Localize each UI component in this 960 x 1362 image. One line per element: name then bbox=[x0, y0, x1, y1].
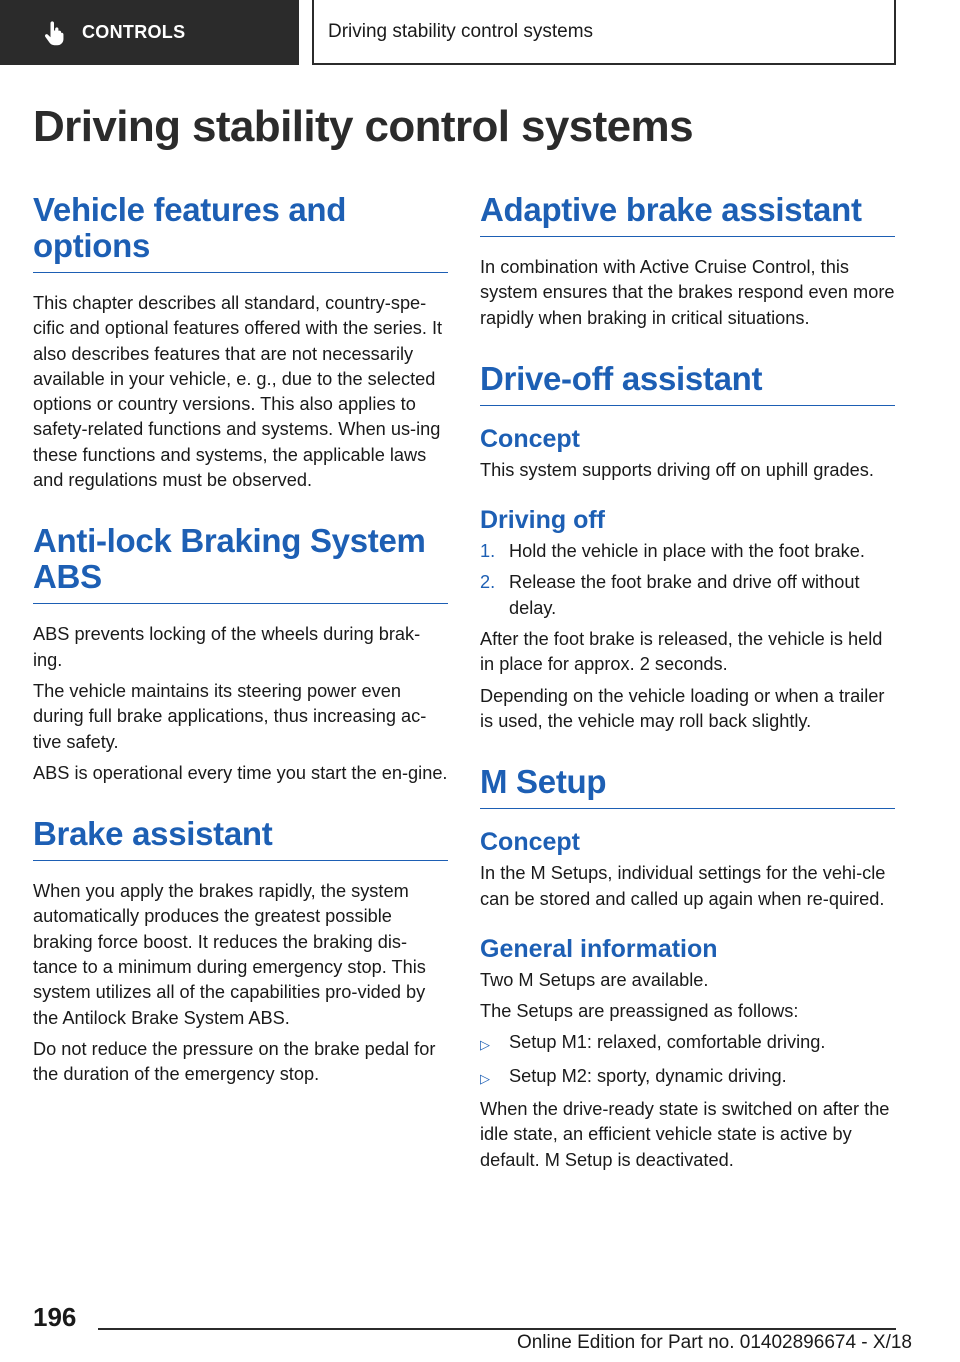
brake-assistant-paragraph-2: Do not reduce the pressure on the brake pedal for the duration of the emergency stop. bbox=[33, 1038, 436, 1085]
heading-drive-off-assistant: Drive-off assistant bbox=[480, 361, 895, 406]
list-item bbox=[480, 1030, 895, 1057]
step-number: 1. bbox=[480, 541, 496, 562]
setup-list bbox=[480, 1030, 895, 1091]
subheading-general-information: General information bbox=[480, 934, 718, 963]
section-tab bbox=[0, 0, 299, 65]
general-paragraph-3: When the drive-ready state is switched on after the idle state, an efficient vehicle state is active by default. M Setup is deactivated. bbox=[480, 1099, 890, 1170]
heading-adaptive-brake-assistant: Adaptive brake assistant bbox=[480, 192, 895, 237]
right-column bbox=[480, 192, 895, 1179]
triangle-bullet-icon: ▷ bbox=[480, 1070, 490, 1086]
driving-off-steps bbox=[480, 539, 895, 621]
topic-label: Driving stability control systems bbox=[328, 20, 594, 42]
subheading-concept: Concept bbox=[480, 828, 580, 857]
abs-paragraph-2: The vehicle maintains its steering power even during full brake applications, thus increasing ac‐tive safety. bbox=[33, 680, 427, 752]
list-item bbox=[480, 570, 895, 621]
abs-paragraph-3: ABS is operational every time you start the en‐gine. bbox=[33, 762, 448, 783]
topic-header bbox=[312, 0, 896, 65]
heading-m-setup: M Setup bbox=[480, 764, 895, 809]
list-item bbox=[480, 1064, 895, 1091]
subheading-concept: Concept bbox=[480, 424, 580, 453]
heading-abs: Anti-lock Braking System ABS bbox=[33, 523, 448, 604]
step-text: Release the foot brake and drive off without delay. bbox=[509, 572, 860, 618]
heading-vehicle-features: Vehicle features and options bbox=[33, 192, 448, 273]
drive-off-paragraph-1: After the foot brake is released, the vehicle is held in place for approx. 2 seconds. bbox=[480, 629, 883, 675]
bullet-text: Setup M2: sporty, dynamic driving. bbox=[509, 1065, 787, 1086]
drive-off-paragraph-2: Depending on the vehicle loading or when a trailer is used, the vehicle may roll back slightly. bbox=[480, 685, 885, 731]
heading-brake-assistant: Brake assistant bbox=[33, 816, 448, 861]
general-paragraph-1: Two M Setups are available. bbox=[480, 969, 709, 990]
drive-off-concept-body: This system supports driving off on uphill grades. bbox=[480, 459, 874, 480]
adaptive-body: In combination with Active Cruise Control, this system ensures that the brakes respond even more rapidly when braking in critical situations. bbox=[480, 257, 895, 328]
m-setup-concept-body: In the M Setups, individual settings for the vehi‐cle can be stored and called up again when re‐quired. bbox=[480, 863, 886, 909]
abs-paragraph-1: ABS prevents locking of the wheels during brak‐ing. bbox=[33, 624, 421, 670]
step-text: Hold the vehicle in place with the foot brake. bbox=[509, 541, 865, 562]
bullet-text: Setup M1: relaxed, comfortable driving. bbox=[509, 1032, 826, 1053]
left-column bbox=[33, 192, 448, 1094]
page-title: Driving stability control systems bbox=[33, 102, 693, 151]
triangle-bullet-icon: ▷ bbox=[480, 1037, 490, 1053]
list-item bbox=[480, 539, 895, 564]
vehicle-features-body: This chapter describes all standard, country-spe‐cific and optional features offered with the series. It also describes features that are not necessarily available in your vehicle, e. g., due to the selected options or country versions. This also applies to safety-related functions and systems. When us‐ing these functions and systems, the applicable laws and regulations must be observed. bbox=[33, 293, 443, 491]
footer-divider bbox=[98, 1328, 896, 1330]
hand-pointer-icon bbox=[40, 19, 68, 47]
general-paragraph-2: The Setups are preassigned as follows: bbox=[480, 1001, 799, 1022]
step-number: 2. bbox=[480, 572, 496, 593]
brake-assistant-paragraph-1: When you apply the brakes rapidly, the system automatically produces the greatest possible braking force boost. It reduces the braking dis‐tance to a minimum during emergency stop. This system utilizes all of the capabilities pro‐vided by the Antilock Brake System ABS. bbox=[33, 881, 426, 1028]
page-number: 196 bbox=[33, 1302, 77, 1332]
subheading-driving-off: Driving off bbox=[480, 506, 605, 535]
section-label: CONTROLS bbox=[82, 22, 186, 42]
edition-label: Online Edition for Part no. 01402896674 - X/18 bbox=[516, 1332, 912, 1353]
